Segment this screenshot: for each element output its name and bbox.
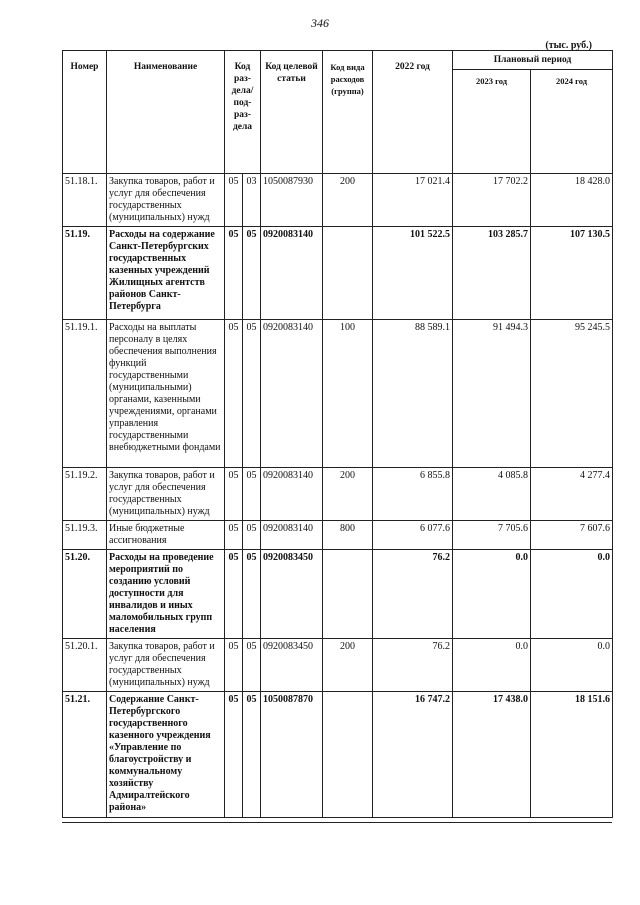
row-value-2022: 88 589.1 [373,320,453,468]
row-name: Закупка товаров, работ и услуг для обеспечения государственных (муниципальных) нужд [107,174,225,227]
table-row [63,320,613,468]
row-value-2022: 16 747.2 [373,692,453,818]
row-expense-code: 200 [323,468,373,521]
table-row [63,174,613,227]
header-plan-period: Плановый период [453,51,613,70]
row-number: 51.19. [63,227,107,320]
row-expense-code: 800 [323,521,373,550]
row-name: Расходы на выплаты персоналу в целях обеспечения выполнения функций государственными (муниципальными) органами, казенными учреждениями, органами управления государственными внебюджетными фондами [107,320,225,468]
row-value-2022: 6 855.8 [373,468,453,521]
row-value-2023: 4 085.8 [453,468,531,521]
row-expense-code: 200 [323,174,373,227]
row-value-2024: 0.0 [531,639,613,692]
table-row [63,227,613,320]
row-value-2023: 0.0 [453,550,531,639]
row-expense-code [323,227,373,320]
row-subsection-code: 05 [243,639,261,692]
row-number: 51.18.1. [63,174,107,227]
row-target-code: 1050087930 [261,174,323,227]
row-number: 51.20. [63,550,107,639]
row-value-2024: 4 277.4 [531,468,613,521]
row-name: Содержание Санкт-Петербургского государственного казенного учреждения «Управление по благоустройству и коммунальному хозяйству Адмиралтейского района» [107,692,225,818]
table-row [63,550,613,639]
header-section: Код раз-дела/ под-раз-дела [225,51,261,174]
row-value-2022: 101 522.5 [373,227,453,320]
row-section-code: 05 [225,227,243,320]
header-target: Код целевой статьи [261,51,323,174]
row-section-code: 05 [225,692,243,818]
row-value-2022: 76.2 [373,550,453,639]
row-target-code: 1050087870 [261,692,323,818]
row-name: Расходы на проведение мероприятий по созданию условий доступности для инвалидов и иных маломобильных групп населения [107,550,225,639]
table-row [63,639,613,692]
row-subsection-code: 03 [243,174,261,227]
page-number: 346 [311,16,329,30]
header-2024: 2024 год [531,70,613,174]
header-2022: 2022 год [373,51,453,174]
row-number: 51.19.2. [63,468,107,521]
row-value-2024: 0.0 [531,550,613,639]
row-expense-code [323,692,373,818]
row-number: 51.19.3. [63,521,107,550]
row-target-code: 0920083450 [261,550,323,639]
row-subsection-code: 05 [243,550,261,639]
row-value-2023: 91 494.3 [453,320,531,468]
row-value-2023: 17 702.2 [453,174,531,227]
row-number: 51.21. [63,692,107,818]
table-row [63,521,613,550]
row-name: Расходы на содержание Санкт-Петербургских государственных казенных учреждений Жилищных агентств районов Санкт-Петербурга [107,227,225,320]
row-section-code: 05 [225,174,243,227]
row-value-2022: 6 077.6 [373,521,453,550]
row-value-2024: 7 607.6 [531,521,613,550]
table-row [63,692,613,818]
row-subsection-code: 05 [243,692,261,818]
table-row [63,468,613,521]
row-value-2023: 17 438.0 [453,692,531,818]
row-target-code: 0920083140 [261,227,323,320]
budget-table [62,50,613,818]
row-target-code: 0920083140 [261,320,323,468]
row-subsection-code: 05 [243,468,261,521]
row-expense-code: 100 [323,320,373,468]
row-number: 51.19.1. [63,320,107,468]
row-section-code: 05 [225,320,243,468]
row-expense-code [323,550,373,639]
row-value-2023: 7 705.6 [453,521,531,550]
row-value-2024: 107 130.5 [531,227,613,320]
row-section-code: 05 [225,521,243,550]
row-section-code: 05 [225,639,243,692]
header-number: Номер [63,51,107,174]
row-section-code: 05 [225,468,243,521]
units-label: (тыс. руб.) [545,40,592,51]
row-target-code: 0920083450 [261,639,323,692]
row-name: Закупка товаров, работ и услуг для обеспечения государственных (муниципальных) нужд [107,468,225,521]
row-target-code: 0920083140 [261,468,323,521]
header-name: Наименование [107,51,225,174]
row-target-code: 0920083140 [261,521,323,550]
row-value-2024: 18 151.6 [531,692,613,818]
row-name: Закупка товаров, работ и услуг для обеспечения государственных (муниципальных) нужд [107,639,225,692]
row-subsection-code: 05 [243,521,261,550]
row-value-2024: 18 428.0 [531,174,613,227]
header-expense: Код вида расходов (группа) [323,51,373,174]
table-bottom-rule [62,822,612,823]
header-2023: 2023 год [453,70,531,174]
row-expense-code: 200 [323,639,373,692]
table-body [63,174,613,818]
row-value-2023: 103 285.7 [453,227,531,320]
row-value-2022: 76.2 [373,639,453,692]
row-value-2022: 17 021.4 [373,174,453,227]
row-subsection-code: 05 [243,320,261,468]
row-value-2024: 95 245.5 [531,320,613,468]
row-number: 51.20.1. [63,639,107,692]
row-value-2023: 0.0 [453,639,531,692]
row-section-code: 05 [225,550,243,639]
row-subsection-code: 05 [243,227,261,320]
row-name: Иные бюджетные ассигнования [107,521,225,550]
